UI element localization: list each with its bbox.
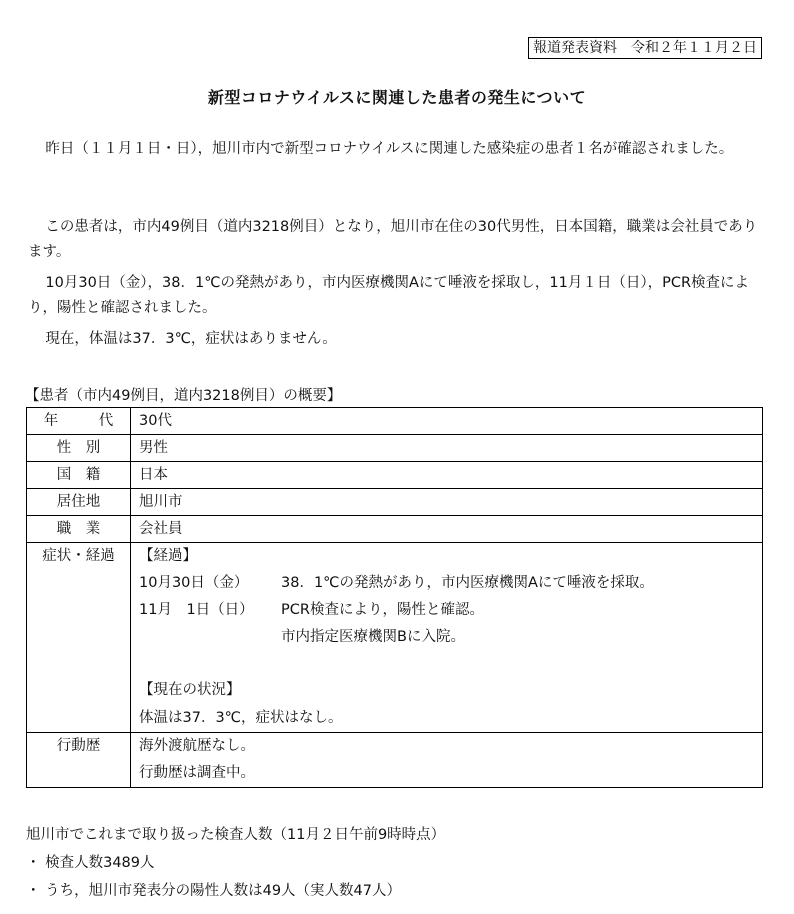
history-line: 海外渡航歴なし。 [139, 738, 255, 754]
nationality-value: 日本 [131, 462, 763, 489]
symptoms-label: 症状・経過 [27, 543, 131, 733]
current-status-paragraph: 現在，体温は37．3℃，症状はありません。 [45, 331, 337, 347]
course-paragraph: 10月30日（金），38．1℃の発熱があり，市内医療機関Aにて唾液を採取し，11月１日（日），PCR検査により，陽性と確認されました。 [28, 275, 750, 316]
course-entry [139, 597, 762, 624]
positive-count-bullet: ・ うち，旭川市発表分の陽性人数は49人（実人数47人） [26, 883, 402, 899]
age-value: 30代 [131, 408, 763, 435]
occupation-label: 職 業 [27, 516, 131, 543]
nationality-label: 国 籍 [27, 462, 131, 489]
history-value [131, 733, 763, 788]
course-date: 11月 1日（日） [139, 602, 254, 618]
status-text: 体温は37．3℃，症状はなし。 [139, 710, 343, 726]
test-count-heading: 旭川市でこれまで取り扱った検査人数（11月２日午前9時時点） [26, 827, 446, 843]
table-row [27, 543, 763, 733]
patient-paragraph: この患者は，市内49例目（道内3218例目）となり，旭川市在住の30代男性，日本国籍，職業は会社員であります。 [28, 219, 758, 260]
press-release-date-stamp: 報道発表資料 令和２年１１月２日 [528, 37, 762, 59]
intro-paragraph: 昨日（１１月１日・日），旭川市内で新型コロナウイルスに関連した感染症の患者１名が確認されました。 [45, 141, 734, 157]
table-row [27, 489, 763, 516]
test-count-bullet: ・ 検査人数3489人 [26, 855, 155, 871]
table-row [27, 408, 763, 435]
course-date [139, 624, 281, 651]
course-entry [139, 570, 762, 597]
sex-label: 性 別 [27, 435, 131, 462]
history-line: 行動歴は調査中。 [139, 765, 255, 781]
residence-value: 旭川市 [131, 489, 763, 516]
course-heading: 【経過】 [139, 548, 197, 564]
history-label: 行動歴 [27, 733, 131, 788]
spacer [139, 651, 762, 677]
occupation-value: 会社員 [131, 516, 763, 543]
age-label: 年 代 [27, 408, 131, 435]
patient-summary-table [26, 407, 763, 788]
course-date: 10月30日（金） [139, 575, 249, 591]
table-row [27, 733, 763, 788]
document-title: 新型コロナウイルスに関連した患者の発生について [207, 88, 587, 107]
course-text: 38．1℃の発熱があり，市内医療機関Aにて唾液を採取。 [281, 575, 654, 591]
status-heading: 【現在の状況】 [139, 682, 241, 698]
table-row [27, 462, 763, 489]
course-entry [139, 624, 762, 651]
residence-label: 居住地 [27, 489, 131, 516]
symptoms-value [131, 543, 763, 733]
sex-value: 男性 [131, 435, 763, 462]
summary-table-heading: 【患者（市内49例目，道内3218例目）の概要】 [25, 388, 342, 404]
course-text: 市内指定医療機関Bに入院。 [281, 629, 465, 645]
course-text: PCR検査により，陽性と確認。 [281, 602, 484, 618]
table-row [27, 435, 763, 462]
table-row [27, 516, 763, 543]
